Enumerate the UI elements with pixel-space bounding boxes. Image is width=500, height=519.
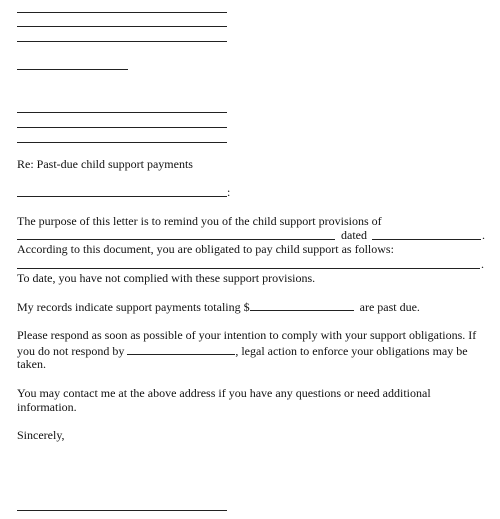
para1-line5: To date, you have not complied with these support provisions. (17, 271, 316, 285)
para2-suffix: are past due. (359, 300, 420, 314)
recipient-address-line (17, 127, 227, 128)
deadline-blank (127, 343, 235, 355)
re-line: Re: Past-due child support payments (17, 157, 193, 171)
dated-label: dated (341, 228, 367, 242)
closing: Sincerely, (17, 428, 65, 442)
para3-line2 (17, 343, 468, 358)
para3-line3: taken. (17, 357, 46, 371)
para4-line1: You may contact me at the above address if you have any questions or need additional (17, 386, 431, 400)
para3-line1: Please respond as soon as possible of your intention to comply with your support obligations. If (17, 328, 477, 342)
period: . (482, 228, 485, 242)
amount-blank (250, 299, 354, 311)
support-terms-line (17, 268, 480, 269)
date-line (17, 69, 128, 70)
para3-line2-prefix: you do not respond by (17, 344, 125, 358)
period: . (481, 257, 484, 271)
document-date-line (372, 239, 481, 240)
para1-line1: The purpose of this letter is to remind you of the child support provisions of (17, 214, 382, 228)
para2-line (17, 299, 420, 314)
para2-prefix: My records indicate support payments totaling $ (17, 300, 250, 314)
sender-address-line (17, 41, 227, 42)
sender-address-line (17, 12, 227, 13)
salutation-colon: : (227, 185, 231, 199)
para3-line2-suffix: , legal action to enforce your obligations may be (235, 344, 468, 358)
recipient-address-line (17, 142, 227, 143)
para4-line2: information. (17, 400, 77, 414)
sender-address-line (17, 26, 227, 27)
signature-line (17, 510, 227, 511)
recipient-address-line (17, 112, 227, 113)
salutation-name-line (17, 196, 227, 197)
para1-line3: According to this document, you are obligated to pay child support as follows: (17, 242, 394, 256)
document-name-line (17, 239, 335, 240)
